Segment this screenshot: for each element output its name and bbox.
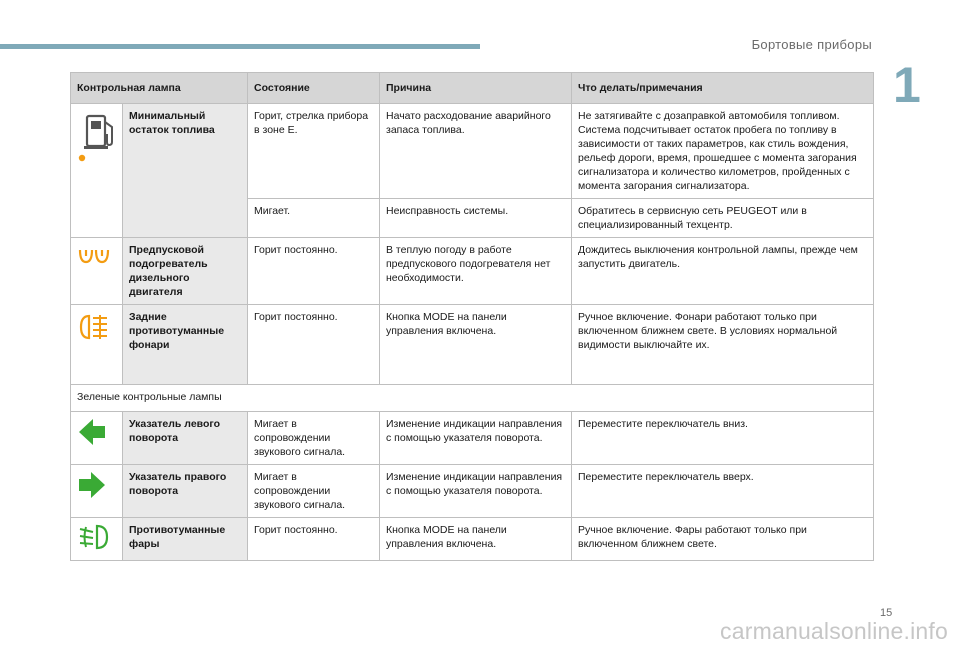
lamp-name: Указатель правого поворота xyxy=(123,465,248,518)
cause-cell: Кнопка MODE на панели управления включена. xyxy=(380,518,572,561)
cause-cell: Изменение индикации направления с помощью указателя поворота. xyxy=(380,412,572,465)
section-row xyxy=(71,385,874,412)
column-header-state: Состояние xyxy=(248,73,380,104)
state-cell: Мигает. xyxy=(248,199,380,238)
table-row xyxy=(71,412,874,465)
state-cell: Мигает в сопровождении звукового сигнала. xyxy=(248,412,380,465)
icon-cell xyxy=(71,465,123,518)
fuel-pump-icon xyxy=(77,112,123,164)
table-row xyxy=(71,465,874,518)
rear-fog-light-icon xyxy=(77,313,111,341)
state-cell: Горит постоянно. xyxy=(248,518,380,561)
icon-cell xyxy=(71,305,123,385)
lamp-name: Указатель левого поворота xyxy=(123,412,248,465)
table-row xyxy=(71,518,874,561)
lamp-name: Задние противотуманные фонари xyxy=(123,305,248,385)
table-row xyxy=(71,238,874,305)
lamp-name: Минимальный остаток топлива xyxy=(123,104,248,238)
state-cell: Горит постоянно. xyxy=(248,238,380,305)
table-row xyxy=(71,305,874,385)
column-header-cause: Причина xyxy=(380,73,572,104)
icon-cell xyxy=(71,518,123,561)
header-accent-bar xyxy=(0,44,480,49)
warning-lamps-table xyxy=(70,72,874,561)
section-title-green: Зеленые контрольные лампы xyxy=(71,385,874,412)
turn-left-arrow-icon xyxy=(77,417,107,447)
action-cell: Обратитесь в сервисную сеть PEUGEOT или в специализированный техцентр. xyxy=(572,199,874,238)
table-header-row xyxy=(71,73,874,104)
icon-cell xyxy=(71,412,123,465)
table-row xyxy=(71,104,874,199)
turn-right-arrow-icon xyxy=(77,470,107,500)
warning-dot xyxy=(79,155,85,161)
action-cell: Переместите переключатель вниз. xyxy=(572,412,874,465)
action-cell: Дождитесь выключения контрольной лампы, прежде чем запустить двигатель. xyxy=(572,238,874,305)
lamp-name: Предпусковой подогреватель дизельного двигателя xyxy=(123,238,248,305)
cause-cell: Неисправность системы. xyxy=(380,199,572,238)
icon-cell xyxy=(71,104,123,238)
lamp-name: Противотуманные фары xyxy=(123,518,248,561)
state-cell: Мигает в сопровождении звукового сигнала. xyxy=(248,465,380,518)
glow-plug-icon xyxy=(77,246,111,268)
cause-cell: В теплую погоду в работе предпускового подогревателя нет необходимости. xyxy=(380,238,572,305)
watermark: carmanualsonline.info xyxy=(720,618,948,644)
action-cell: Не затягивайте с дозаправкой автомобиля топливом. Система подсчитывает остаток пробега по топливу в зависимости от таких параметров, как стиль вождения, рельеф дороги, время, прошедшее с момента загорания сигнализатора и количество километров, пройденных с момента загорания сигнализатора. xyxy=(572,104,874,199)
cause-cell: Кнопка MODE на панели управления включена. xyxy=(380,305,572,385)
front-fog-light-icon xyxy=(77,523,111,551)
cause-cell: Начато расходование аварийного запаса топлива. xyxy=(380,104,572,199)
cause-cell: Изменение индикации направления с помощью указателя поворота. xyxy=(380,465,572,518)
column-header-lamp: Контрольная лампа xyxy=(71,73,248,104)
action-cell: Ручное включение. Фары работают только при включенном ближнем свете. xyxy=(572,518,874,561)
column-header-action: Что делать/примечания xyxy=(572,73,874,104)
page-number: 15 xyxy=(880,607,893,619)
state-cell: Горит, стрелка прибора в зоне E. xyxy=(248,104,380,199)
state-cell: Горит постоянно. xyxy=(248,305,380,385)
action-cell: Ручное включение. Фонари работают только при включенном ближнем свете. В условиях нормальной видимости выключайте их. xyxy=(572,305,874,385)
running-title: Бортовые приборы xyxy=(751,37,872,52)
chapter-number: 1 xyxy=(893,57,921,113)
action-cell: Переместите переключатель вверх. xyxy=(572,465,874,518)
icon-cell xyxy=(71,238,123,305)
